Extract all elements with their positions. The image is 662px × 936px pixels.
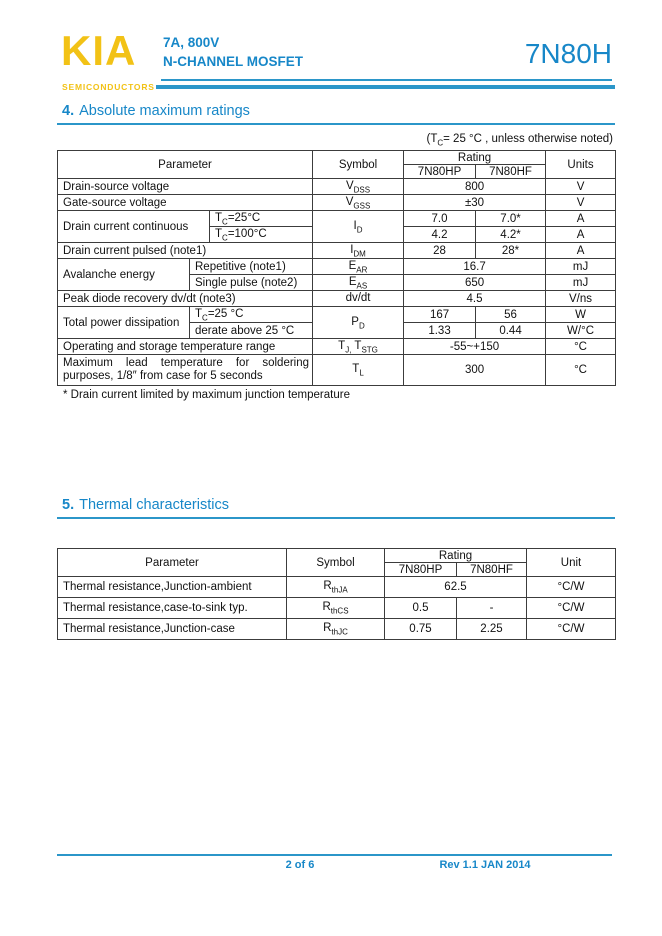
symbol-base: T [351, 339, 362, 352]
condition-pre: T [215, 211, 223, 224]
symbol-cell [313, 307, 404, 339]
value-cell: 2.25 [457, 619, 527, 640]
symbol-cell [313, 291, 404, 307]
symbol-base: E [348, 259, 357, 272]
condition-cell [190, 307, 313, 323]
condition-post: =25 °C [207, 307, 244, 320]
model-7n80hp-cell: 7N80HP [385, 563, 457, 577]
section4-title [57, 102, 615, 120]
symbol-subscript: thJA [331, 585, 348, 595]
condition-cell: Repetitive (note1) [190, 259, 313, 275]
unit-cell: °C/W [527, 619, 616, 640]
value-cell: 167 [404, 307, 476, 323]
unit-cell: A [546, 211, 616, 227]
unit-cell: mJ [546, 259, 616, 275]
value-cell: 650 [404, 275, 546, 291]
table-row [58, 211, 616, 227]
section4-title-text: Absolute maximum ratings [79, 103, 250, 119]
table-row [58, 339, 616, 355]
part-number: 7N80H [524, 38, 612, 69]
value-cell: 16.7 [404, 259, 546, 275]
model-7n80hf-cell: 7N80HF [457, 563, 527, 577]
symbol-base: V [345, 195, 354, 208]
unit-cell: W/°C [546, 323, 616, 339]
value-cell: 28* [476, 243, 546, 259]
param-cell: Total power dissipation [58, 307, 190, 339]
section-absolute-maximum-ratings [57, 102, 615, 401]
section5-title-text: Thermal characteristics [79, 497, 229, 513]
condition-post: =25°C [227, 211, 261, 224]
table-row [58, 179, 616, 195]
unit-cell: °C/W [527, 598, 616, 619]
symbol-cell [313, 243, 404, 259]
param-cell: Peak diode recovery dv/dt (note3) [58, 291, 313, 307]
symbol-subscript: AS [356, 280, 368, 290]
value-cell: 28 [404, 243, 476, 259]
table-row [58, 598, 616, 619]
symbol-cell [313, 211, 404, 243]
symbol-subscript: AR [356, 264, 368, 274]
section5-number: 5. [62, 497, 75, 513]
symbol-subscript: thJC [331, 627, 348, 637]
symbol-cell [313, 179, 404, 195]
symbol-base: R [323, 579, 332, 592]
symbol-cell [313, 195, 404, 211]
condition-cell: Single pulse (note2) [190, 275, 313, 291]
unit-cell: °C [546, 339, 616, 355]
symbol-cell [287, 598, 385, 619]
symbol-subscript: DSS [353, 184, 371, 194]
value-cell: -55~+150 [404, 339, 546, 355]
symbol-base: I [350, 243, 354, 256]
condition-cell [210, 227, 313, 243]
condition-pre: T [195, 307, 203, 320]
value-cell: 56 [476, 307, 546, 323]
condition-post: =100°C [227, 227, 267, 240]
symbol-subscript: DM [353, 248, 366, 258]
condition-cell: derate above 25 °C [190, 323, 313, 339]
param-cell: Maximum lead temperature for soldering purposes, 1/8″ from case for 5 seconds [58, 355, 313, 386]
value-cell: 0.75 [385, 619, 457, 640]
condition-sub: C [202, 312, 208, 322]
note-pre: (T [426, 133, 438, 145]
model-7n80hp-cell: 7N80HP [404, 165, 476, 179]
parameter-header-cell: Parameter [58, 151, 313, 179]
table-row [58, 307, 616, 323]
symbol-cell [287, 577, 385, 598]
symbol-base: R [322, 600, 331, 613]
symbol-subscript: D [356, 224, 363, 234]
table-row [58, 577, 616, 598]
note-sub: C [437, 138, 444, 148]
section5-title [57, 496, 615, 514]
absolute-maximum-ratings-table [57, 150, 616, 386]
unit-cell: V [546, 195, 616, 211]
section5-underline [57, 517, 615, 519]
param-cell: Avalanche energy [58, 259, 190, 291]
table-footnote: * Drain current limited by maximum junction temperature [63, 389, 350, 402]
param-cell: Operating and storage temperature range [58, 339, 313, 355]
table-header-row [58, 151, 616, 165]
symbol-subscript: J, [345, 344, 352, 354]
unit-cell: V [546, 179, 616, 195]
value-cell: 4.2 [404, 227, 476, 243]
rating-line: 7A, 800V [163, 35, 220, 50]
symbol-base: I [353, 219, 357, 232]
value-cell: 7.0 [404, 211, 476, 227]
param-cell: Thermal resistance,case-to-sink typ. [58, 598, 287, 619]
value-cell: ±30 [404, 195, 546, 211]
param-cell: Drain current pulsed (note1) [58, 243, 313, 259]
header-subtitle [163, 33, 303, 71]
symbol-header-cell: Symbol [313, 151, 404, 179]
kia-logo: KIA [61, 27, 137, 74]
thermal-characteristics-table [57, 548, 616, 640]
condition-sub: C [222, 232, 228, 242]
symbol-subscript: thCS [330, 606, 349, 616]
table-row [58, 619, 616, 640]
value-cell: 1.33 [404, 323, 476, 339]
header-rule-thick [156, 85, 615, 89]
condition-sub: C [222, 216, 228, 226]
param-cell: Drain current continuous [58, 211, 210, 243]
unit-cell: A [546, 243, 616, 259]
value-cell: 800 [404, 179, 546, 195]
condition-cell [210, 211, 313, 227]
footer-rule [57, 854, 612, 856]
type-line: N-CHANNEL MOSFET [163, 54, 303, 69]
value-cell: 7.0* [476, 211, 546, 227]
table-row [58, 355, 616, 386]
symbol-subscript: D [358, 320, 365, 330]
value-cell: 62.5 [385, 577, 527, 598]
value-cell: - [457, 598, 527, 619]
section-thermal-characteristics [57, 496, 615, 640]
param-cell: Thermal resistance,Junction-case [58, 619, 287, 640]
symbol-subscript: L [359, 368, 364, 378]
unit-cell: °C/W [527, 577, 616, 598]
unit-cell: °C [546, 355, 616, 386]
value-cell: 4.2* [476, 227, 546, 243]
note-post: = 25 °C , unless otherwise noted) [443, 133, 613, 145]
value-cell: 0.44 [476, 323, 546, 339]
param-cell: Gate-source voltage [58, 195, 313, 211]
rating-header-cell: Rating [385, 549, 527, 563]
section4-underline [57, 123, 615, 125]
symbol-base: dv/dt [345, 291, 371, 304]
table-row [58, 291, 616, 307]
header-rule-thin [161, 79, 612, 81]
symbol-header-cell: Symbol [287, 549, 385, 577]
symbol-cell [313, 275, 404, 291]
logo-subtext: SEMICONDUCTORS [62, 82, 155, 92]
unit-cell: V/ns [546, 291, 616, 307]
revision-label: Rev 1.1 JAN 2014 [439, 859, 531, 871]
param-cell: Drain-source voltage [58, 179, 313, 195]
symbol-base: T [338, 339, 346, 352]
rating-header-cell: Rating [404, 151, 546, 165]
value-cell: 4.5 [404, 291, 546, 307]
symbol-base: R [323, 621, 332, 634]
symbol-base: P [351, 315, 359, 328]
unit-cell: mJ [546, 275, 616, 291]
section4-number: 4. [62, 103, 75, 119]
symbol-cell [313, 259, 404, 275]
units-header-cell: Units [546, 151, 616, 179]
param-cell: Thermal resistance,Junction-ambient [58, 577, 287, 598]
symbol-base: V [345, 179, 354, 192]
unit-cell: W [546, 307, 616, 323]
symbol-base: E [348, 275, 357, 288]
table-row [58, 195, 616, 211]
unit-header-cell: Unit [527, 549, 616, 577]
unit-cell: A [546, 227, 616, 243]
condition-pre: T [215, 227, 223, 240]
symbol-cell [313, 355, 404, 386]
symbol-cell [287, 619, 385, 640]
value-cell: 0.5 [385, 598, 457, 619]
table-row [58, 243, 616, 259]
symbol-subscript: GSS [353, 200, 371, 210]
symbol-base: T [352, 363, 360, 376]
symbol-subscript: STG [361, 344, 378, 354]
value-cell: 300 [404, 355, 546, 386]
symbol-cell [313, 339, 404, 355]
model-7n80hf-cell: 7N80HF [476, 165, 546, 179]
table-header-row [58, 549, 616, 563]
condition-note [57, 133, 615, 147]
table-row [58, 259, 616, 275]
parameter-header-cell: Parameter [58, 549, 287, 577]
page-number: 2 of 6 [285, 859, 315, 871]
